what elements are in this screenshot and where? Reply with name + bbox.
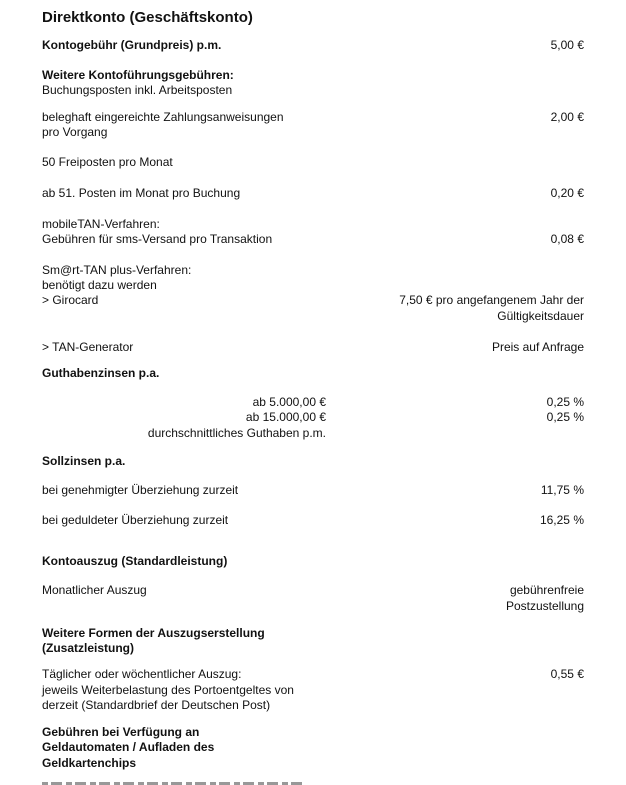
monthly-statement-value-2: Postzustellung [505, 599, 584, 613]
per-booking-label: ab 51. Posten im Monat pro Buchung [42, 186, 241, 200]
credit-tier-2-label: ab 15.000,00 € [245, 410, 326, 424]
daily-weekly-value: 0,55 € [550, 667, 584, 681]
credit-interest-heading: Guthabenzinsen p.a. [42, 366, 160, 380]
atm-fees-heading-1: Gebühren bei Verfügung an [42, 725, 200, 739]
per-booking-value: 0,20 € [550, 186, 584, 200]
further-fees-heading: Weitere Kontoführungsgebühren: [42, 68, 234, 82]
tolerated-overdraft-label: bei geduldeter Überziehung zurzeit [42, 513, 229, 527]
girocard-value-2: Gültigkeitsdauer [497, 309, 584, 323]
tan-generator-value: Preis auf Anfrage [491, 340, 584, 354]
free-items-label: 50 Freiposten pro Monat [42, 155, 173, 169]
tolerated-overdraft-value: 16,25 % [539, 513, 584, 527]
atm-fees-heading-3: Geldkartenchips [42, 756, 137, 770]
account-fee-label: Kontogebühr (Grundpreis) p.m. [42, 38, 222, 52]
mobile-tan-value: 0,08 € [550, 232, 584, 246]
monthly-statement-label: Monatlicher Auszug [42, 583, 147, 597]
statement-extra-heading-1: Weitere Formen der Auszugserstellung [42, 626, 265, 640]
smart-tan-label-1: Sm@rt-TAN plus-Verfahren: [42, 263, 192, 277]
mobile-tan-label-1: mobileTAN-Verfahren: [42, 217, 160, 231]
monthly-statement-value-1: gebührenfreie [509, 583, 584, 597]
approved-overdraft-label: bei genehmigter Überziehung zurzeit [42, 483, 239, 497]
paper-transfers-label-2: pro Vorgang [42, 125, 108, 139]
daily-weekly-label-2: jeweils Weiterbelastung des Portoentgeltes von [42, 683, 294, 697]
statement-extra-heading-2: (Zusatzleistung) [42, 641, 134, 655]
girocard-value-1: 7,50 € pro angefangenem Jahr der [399, 293, 584, 307]
paper-transfers-value: 2,00 € [550, 110, 584, 124]
daily-weekly-label-1: Täglicher oder wöchentlicher Auszug: [42, 667, 242, 681]
atm-fees-heading-2: Geldautomaten / Aufladen des [42, 740, 215, 754]
girocard-label: > Girocard [42, 293, 99, 307]
credit-tier-1-value: 0,25 % [546, 395, 584, 409]
debit-interest-heading: Sollzinsen p.a. [42, 454, 126, 468]
credit-tier-2-value: 0,25 % [546, 410, 584, 424]
clipped-text-line [42, 779, 302, 785]
tan-generator-label: > TAN-Generator [42, 340, 134, 354]
credit-tier-1-label: ab 5.000,00 € [252, 395, 326, 409]
statement-heading: Kontoauszug (Standardleistung) [42, 554, 228, 568]
daily-weekly-label-3: derzeit (Standardbrief der Deutschen Post) [42, 698, 271, 712]
document-title: Direktkonto (Geschäftskonto) [42, 9, 253, 26]
approved-overdraft-value: 11,75 % [540, 483, 584, 497]
mobile-tan-label-2: Gebühren für sms-Versand pro Transaktion [42, 232, 273, 246]
further-fees-subheading: Buchungsposten inkl. Arbeitsposten [42, 83, 233, 97]
paper-transfers-label-1: beleghaft eingereichte Zahlungsanweisungen [42, 110, 284, 124]
smart-tan-label-2: benötigt dazu werden [42, 278, 157, 292]
credit-interest-note: durchschnittliches Guthaben p.m. [147, 426, 326, 440]
account-fee-value: 5,00 € [550, 38, 584, 52]
